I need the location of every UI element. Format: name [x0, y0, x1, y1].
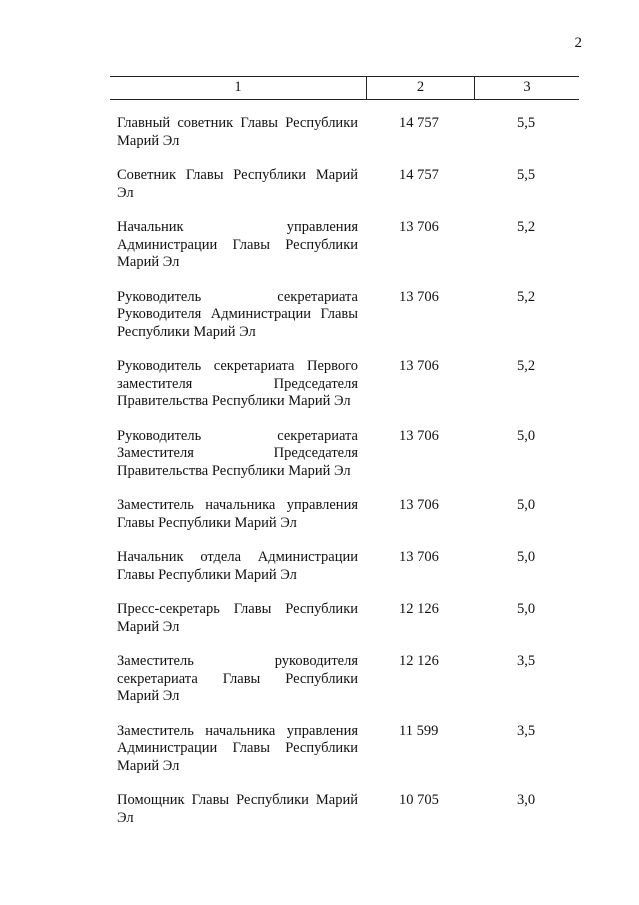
coefficient-value: 5,0 [517, 497, 536, 513]
table-row [117, 723, 579, 776]
position-title: Советник Главы Республики Марий Эл [117, 167, 358, 201]
coefficient-value: 3,5 [517, 653, 536, 669]
coefficient-value: 5,5 [517, 115, 536, 131]
salary-value: 13 706 [399, 358, 439, 374]
coefficient-value: 5,2 [517, 219, 536, 235]
salary-value: 12 126 [399, 601, 439, 617]
coefficient-value: 5,0 [517, 549, 536, 565]
salary-value: 13 706 [399, 219, 439, 235]
table-row [117, 219, 579, 272]
table-header [110, 76, 579, 100]
salary-value: 14 757 [399, 167, 439, 183]
table-row [117, 428, 579, 481]
table-row [117, 601, 579, 636]
salary-value: 10 705 [399, 792, 439, 808]
salary-value: 14 757 [399, 115, 439, 131]
coefficient-value: 5,2 [517, 288, 536, 305]
coefficient-value: 5,5 [517, 167, 536, 183]
salary-value: 13 706 [399, 427, 439, 444]
table-row [117, 115, 579, 150]
position-title: Пресс-секретарь Главы Республики Марий Эл [117, 601, 358, 635]
table-row [117, 497, 579, 532]
salary-value: 13 706 [399, 497, 439, 513]
salary-value: 12 126 [399, 653, 439, 669]
position-title: Руководитель секретариата Руководителя Администрации Главы Республики Марий Эл [117, 288, 358, 340]
position-title: Начальник управления Администрации Главы Республики Марий Эл [117, 219, 358, 270]
salary-value: 13 706 [399, 288, 439, 305]
table-row [117, 358, 579, 411]
table-row [117, 289, 579, 342]
coefficient-value: 5,0 [517, 427, 536, 444]
position-title: Руководитель секретариата Заместителя Председателя Правительства Республики Марий Эл [117, 427, 358, 479]
position-title: Заместитель руководителя секретариата Главы Республики Марий Эл [117, 653, 358, 704]
position-title: Начальник отдела Администрации Главы Республики Марий Эл [117, 549, 358, 583]
salary-value: 13 706 [399, 549, 439, 565]
table-body [117, 115, 579, 844]
header-col-1: 1 [110, 77, 367, 99]
header-col-3: 3 [523, 79, 531, 95]
coefficient-value: 3,5 [517, 722, 536, 739]
table-row [117, 653, 579, 706]
coefficient-value: 5,2 [517, 358, 536, 374]
position-title: Главный советник Главы Республики Марий Эл [117, 115, 358, 149]
coefficient-value: 3,0 [517, 792, 536, 808]
position-title: Заместитель начальника управления Главы Республики Марий Эл [117, 497, 358, 531]
header-col-2: 2 [367, 77, 475, 99]
position-title: Руководитель секретариата Первого заместителя Председателя Правительства Республики Марий Эл [117, 358, 358, 409]
position-title: Заместитель начальника управления Администрации Главы Республики Марий Эл [117, 722, 358, 774]
table-row [117, 549, 579, 584]
page-number: 2 [574, 35, 582, 51]
coefficient-value: 5,0 [517, 601, 536, 617]
table-row [117, 167, 579, 202]
table-row [117, 792, 579, 827]
position-title: Помощник Главы Республики Марий Эл [117, 792, 358, 826]
salary-value: 11 599 [399, 722, 439, 739]
